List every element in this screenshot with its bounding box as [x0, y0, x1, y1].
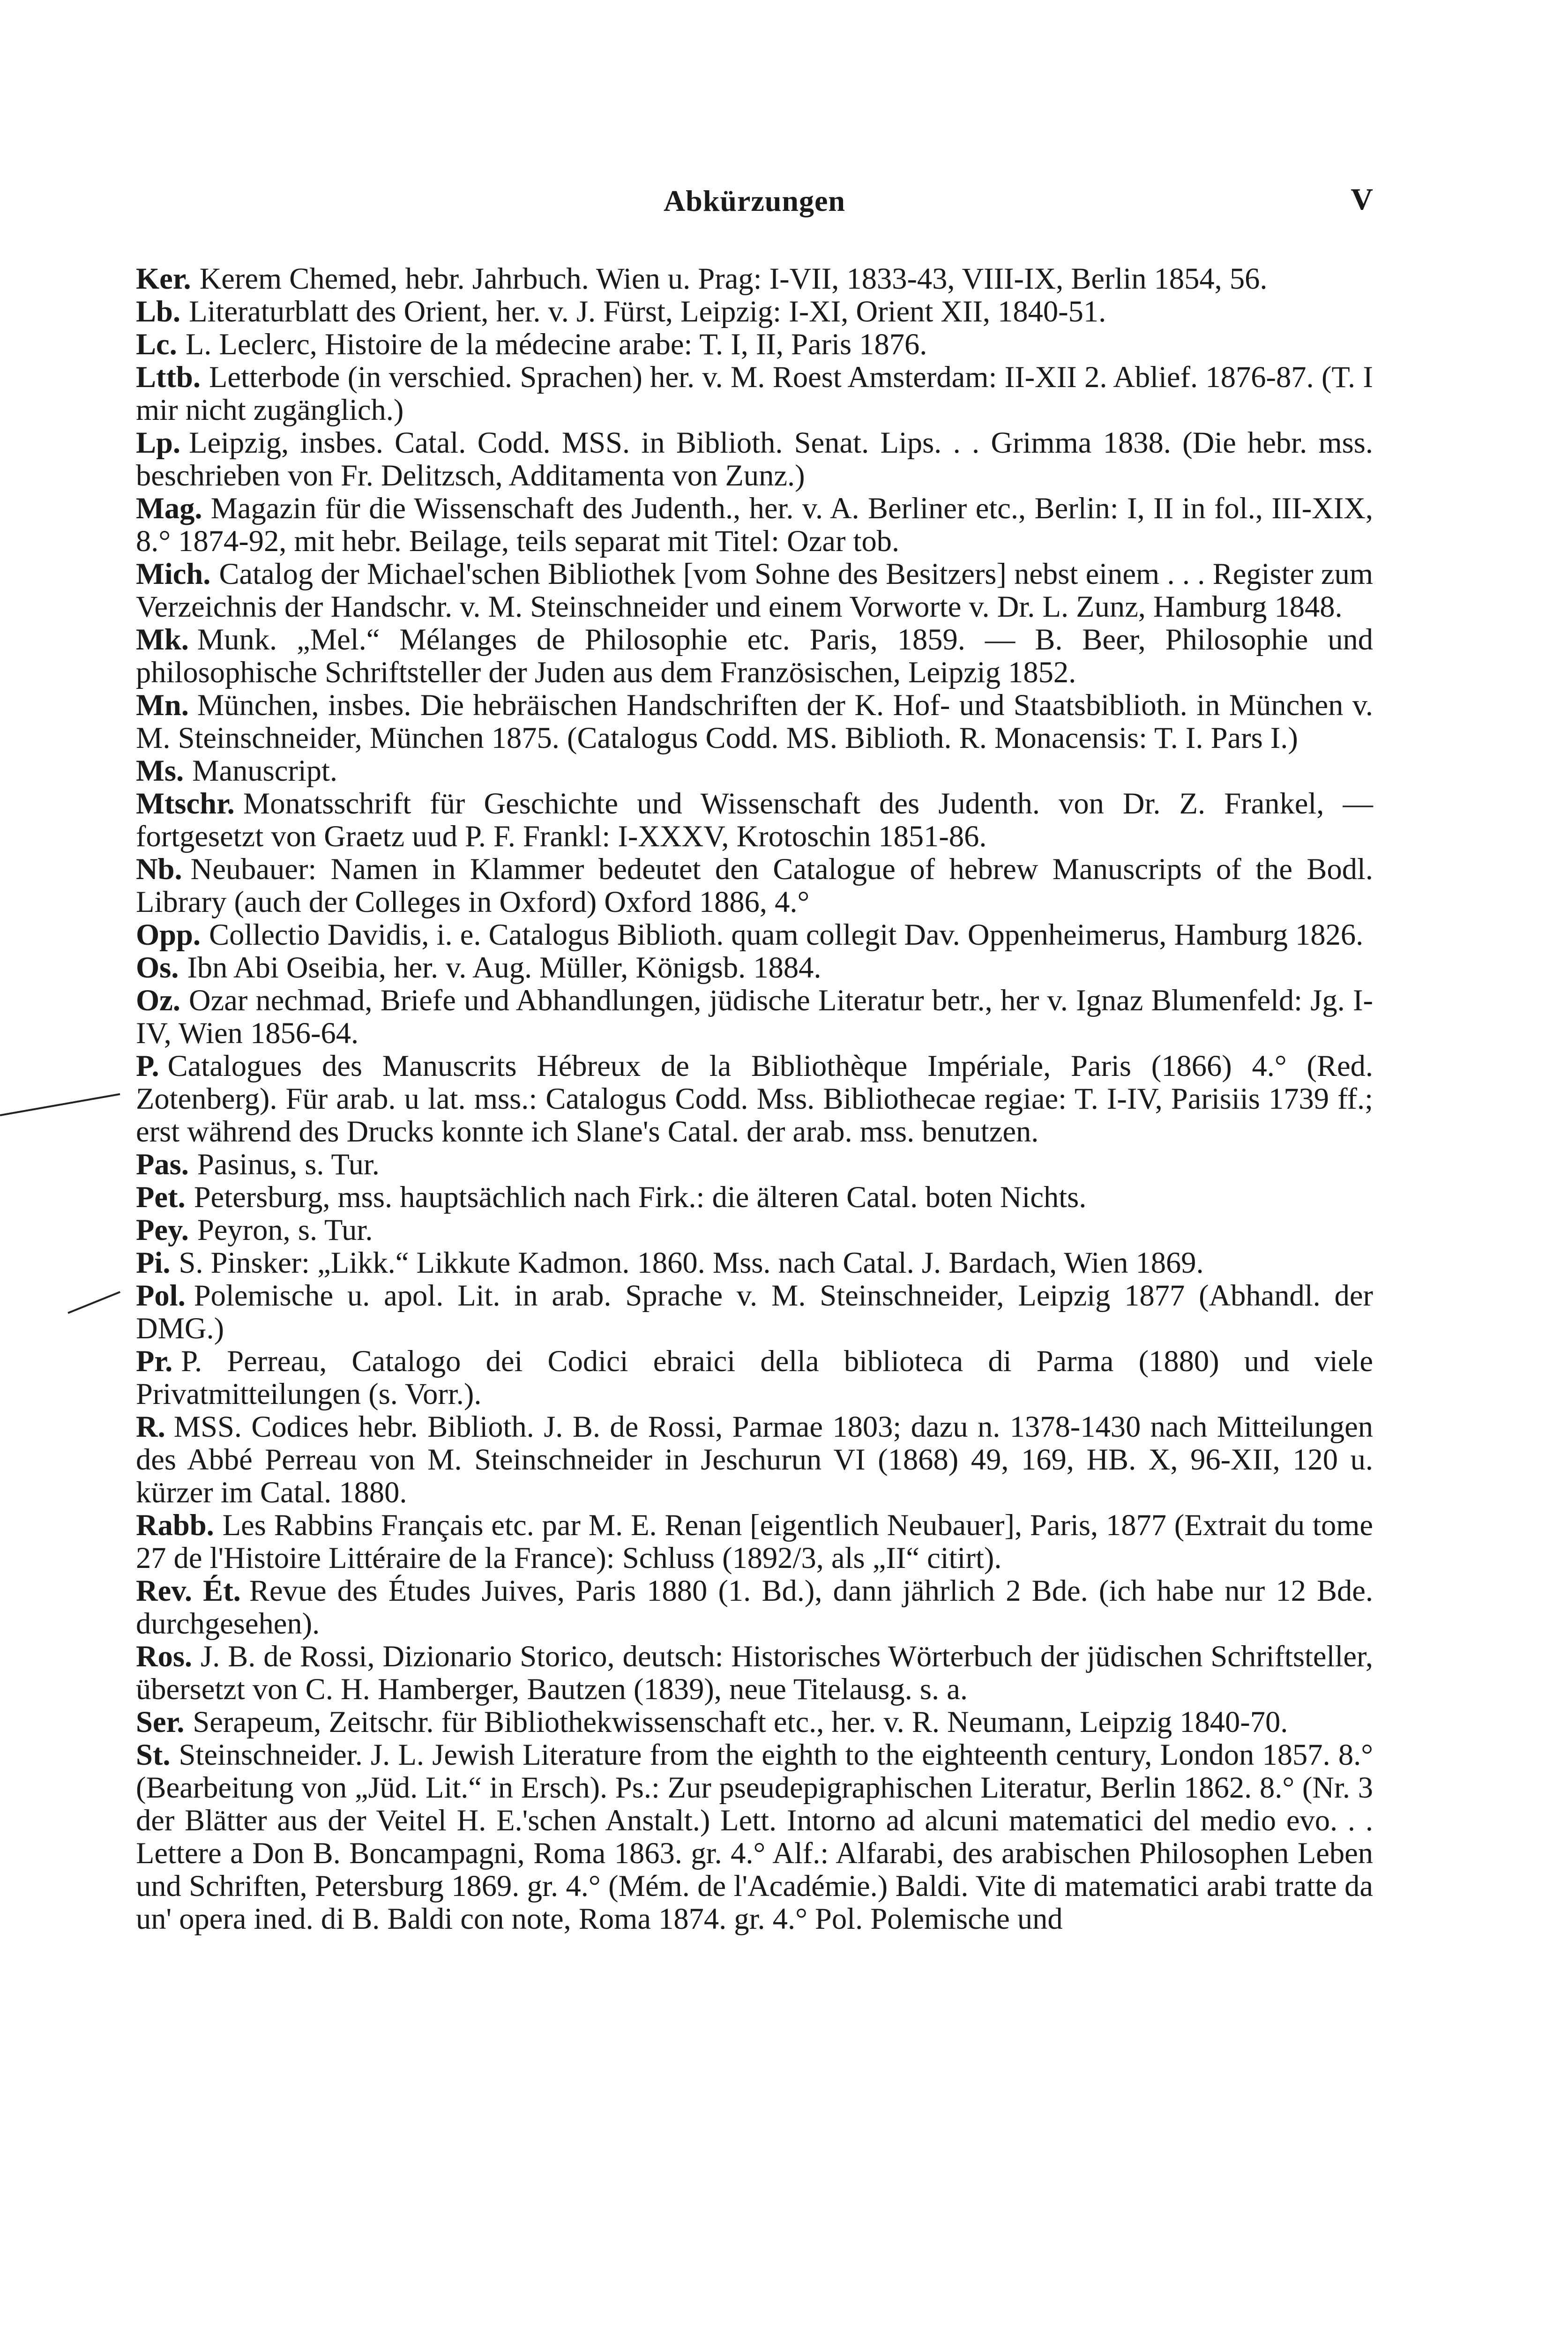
abbreviation-entry [136, 1574, 1373, 1640]
abbreviation-entry [136, 1246, 1373, 1279]
running-title: Abkürzungen [664, 184, 845, 217]
abbreviation-term: Ros. [136, 1640, 193, 1673]
abbreviation-entry [136, 984, 1373, 1050]
abbreviation-term: Lb. [136, 295, 181, 328]
abbreviation-term: Rabb. [136, 1508, 214, 1542]
abbreviation-term: Oz. [136, 984, 180, 1017]
abbreviation-term: Ker. [136, 262, 191, 295]
abbreviation-term: Mag. [136, 492, 202, 525]
abbreviation-entry [136, 623, 1373, 689]
abbreviation-definition: Petersburg, mss. hauptsächlich nach Firk.: die älteren Catal. boten Nichts. [194, 1180, 1087, 1214]
abbreviation-definition: MSS. Codices hebr. Biblioth. J. B. de Rossi, Parmae 1803; dazu n. 1378-1430 nach Mitteilungen des Abbé Perreau von M. Steinschneider in Jeschurun VI (1868) 49, 169, HB. X, 96-XII, 120 u. kürzer im Catal. 1880. [136, 1410, 1373, 1509]
abbreviation-term: St. [136, 1738, 171, 1771]
abbreviation-term: R. [136, 1410, 165, 1443]
abbreviation-entry [136, 1706, 1373, 1739]
abbreviation-definition: Ozar nechmad, Briefe und Abhandlungen, jüdische Literatur betr., her v. Ignaz Blumenfeld: Jg. I-IV, Wien 1856-64. [136, 984, 1373, 1050]
abbreviation-entry [136, 262, 1373, 295]
abbreviation-entry [136, 853, 1373, 918]
abbreviation-entry [136, 787, 1373, 853]
abbreviation-definition: Letterbode (in verschied. Sprachen) her. v. M. Roest Amsterdam: II-XII 2. Ablief. 1876-87. (T. I mir nicht zugänglich.) [136, 360, 1373, 426]
abbreviation-definition: Kerem Chemed, hebr. Jahrbuch. Wien u. Prag: I-VII, 1833-43, VIII-IX, Berlin 1854, 56. [199, 262, 1268, 295]
abbreviation-term: P. [136, 1049, 159, 1082]
abbreviation-entry [136, 492, 1373, 558]
abbreviation-definition: P. Perreau, Catalogo dei Codici ebraici della biblioteca di Parma (1880) und viele Privatmitteilungen (s. Vorr.). [136, 1344, 1373, 1410]
abbreviation-definition: Catalogues des Manuscrits Hébreux de la Bibliothèque Impériale, Paris (1866) 4.° (Red. Zotenberg). Für arab. u lat. mss.: Catalogus Codd. Mss. Bibliothecae regiae: T. I-IV, Parisiis 1739 ff.; erst während des Drucks konnte ich Slane's Catal. der arab. mss. benutzen. [136, 1049, 1373, 1148]
abbreviation-term: Opp. [136, 918, 201, 951]
abbreviation-entry [136, 918, 1373, 951]
abbreviation-definition: Neubauer: Namen in Klammer bedeutet den Catalogue of hebrew Manuscripts of the Bodl. Library (auch der Colleges in Oxford) Oxford 1886, 4.° [136, 852, 1373, 918]
abbreviation-term: Rev. Ét. [136, 1574, 241, 1607]
abbreviation-entry [136, 426, 1373, 492]
abbreviation-definition: J. B. de Rossi, Dizionario Storico, deutsch: Historisches Wörterbuch der jüdischen Schriftsteller, übersetzt von C. H. Hamberger, Bautzen (1839), neue Titelausg. s. a. [136, 1640, 1373, 1706]
abbreviation-entry [136, 754, 1373, 787]
abbreviation-entry [136, 1509, 1373, 1574]
abbreviation-entry [136, 1214, 1373, 1246]
abbreviation-definition: L. Leclerc, Histoire de la médecine arabe: T. I, II, Paris 1876. [185, 328, 927, 361]
page-header [136, 0, 1373, 262]
abbreviation-entry [136, 1148, 1373, 1181]
abbreviation-definition: Manuscript. [192, 754, 338, 787]
abbreviation-entry [136, 689, 1373, 754]
abbreviation-definition: Polemische u. apol. Lit. in arab. Sprache v. M. Steinschneider, Leipzig 1877 (Abhandl. der DMG.) [136, 1279, 1373, 1345]
abbreviation-entry [136, 1345, 1373, 1410]
abbreviation-entry [136, 328, 1373, 361]
abbreviation-term: Nb. [136, 852, 182, 886]
abbreviation-entry [136, 361, 1373, 426]
abbreviation-term: Pr. [136, 1344, 173, 1378]
abbreviation-term: Pet. [136, 1180, 186, 1214]
abbreviation-term: Mich. [136, 557, 211, 590]
abbreviation-definition: München, insbes. Die hebräischen Handschriften der K. Hof- und Staatsbiblioth. in München v. M. Steinschneider, München 1875. (Catalogus Codd. MS. Biblioth. R. Monacensis: T. I. Pars I.) [136, 688, 1373, 754]
abbreviation-definition: Collectio Davidis, i. e. Catalogus Biblioth. quam collegit Dav. Oppenheimerus, Hamburg 1826. [209, 918, 1364, 951]
abbreviation-term: Pol. [136, 1279, 186, 1312]
abbreviation-term: Lc. [136, 328, 177, 361]
abbreviation-term: Mk. [136, 623, 189, 656]
abbreviation-term: Ser. [136, 1705, 185, 1739]
page-number: V [1351, 182, 1373, 216]
abbreviation-entry [136, 951, 1373, 984]
abbreviation-term: Mtschr. [136, 787, 235, 820]
abbreviation-definition: Serapeum, Zeitschr. für Bibliothekwissenschaft etc., her. v. R. Neumann, Leipzig 1840-70. [193, 1705, 1288, 1739]
abbreviation-definition: Magazin für die Wissenschaft des Judenth., her. v. A. Berliner etc., Berlin: I, II in fol., III-XIX, 8.° 1874-92, mit hebr. Beilage, teils separat mit Titel: Ozar tob. [136, 492, 1373, 558]
abbreviation-entry [136, 1279, 1373, 1345]
abbreviation-definition: Catalog der Michael'schen Bibliothek [vom Sohne des Besitzers] nebst einem . . . Register zum Verzeichnis der Handschr. v. M. Steinschneider und einem Vorworte v. Dr. L. Zunz, Hamburg 1848. [136, 557, 1373, 623]
abbreviation-entry [136, 1739, 1373, 1935]
abbreviation-definition: Monatsschrift für Geschichte und Wissenschaft des Judenth. von Dr. Z. Frankel, — fortgesetzt von Graetz uud P. F. Frankl: I-XXXV, Krotoschin 1851-86. [136, 787, 1373, 853]
abbreviation-term: Os. [136, 951, 179, 984]
abbreviation-entry [136, 1181, 1373, 1214]
abbreviation-entry [136, 1640, 1373, 1706]
abbreviation-definition: Literaturblatt des Orient, her. v. J. Fürst, Leipzig: I-XI, Orient XII, 1840-51. [189, 295, 1106, 328]
margin-mark-nb [0, 1093, 120, 1116]
abbreviation-definition: Ibn Abi Oseibia, her. v. Aug. Müller, Königsb. 1884. [187, 951, 821, 984]
abbreviation-term: Lp. [136, 426, 181, 459]
abbreviation-definition: Steinschneider. J. L. Jewish Literature from the eighth to the eighteenth century, London 1857. 8.° (Bearbeitung von „Jüd. Lit.“ in Ersch). Ps.: Zur pseudepigraphischen Literatur, Berlin 1862. 8.° (Nr. 3 der Blätter aus der Veitel H. E.'schen Anstalt.) Lett. Intorno ad alcuni matematici del medio evo. . . Lettere a Don B. Boncampagni, Roma 1863. gr. 4.° Alf.: Alfarabi, des arabischen Philosophen Leben und Schriften, Petersburg 1869. gr. 4.° (Mém. de l'Académie.) Baldi. Vite di matematici arabi tratte da un' opera ined. di B. Baldi con note, Roma 1874. gr. 4.° Pol. Polemische und [136, 1738, 1373, 1935]
abbreviation-entry [136, 295, 1373, 328]
abbreviation-term: Pey. [136, 1213, 189, 1246]
abbreviation-term: Mn. [136, 688, 189, 722]
abbreviation-term: Pas. [136, 1148, 189, 1181]
abbreviation-definition: Revue des Études Juives, Paris 1880 (1. Bd.), dann jährlich 2 Bde. (ich habe nur 12 Bde. durchgesehen). [136, 1574, 1374, 1640]
abbreviation-definition: Pasinus, s. Tur. [197, 1148, 380, 1181]
abbreviation-definition: S. Pinsker: „Likk.“ Likkute Kadmon. 1860. Mss. nach Catal. J. Bardach, Wien 1869. [179, 1246, 1204, 1279]
abbreviation-definition: Peyron, s. Tur. [197, 1213, 373, 1246]
abbreviation-term: Pi. [136, 1246, 171, 1279]
abbreviation-definition: Munk. „Mel.“ Mélanges de Philosophie etc. Paris, 1859. — B. Beer, Philosophie und philosophische Schriftsteller der Juden aus dem Französischen, Leipzig 1852. [136, 623, 1373, 689]
abbreviation-entry [136, 1410, 1373, 1509]
page [136, 0, 1373, 1935]
abbreviation-definition: Les Rabbins Français etc. par M. E. Renan [eigentlich Neubauer], Paris, 1877 (Extrait du tome 27 de l'Histoire Littéraire de la France): Schluss (1892/3, als „II“ citirt). [136, 1508, 1373, 1574]
abbreviation-term: Lttb. [136, 360, 201, 394]
abbreviation-entry [136, 558, 1373, 623]
abbreviation-term: Ms. [136, 754, 184, 787]
abbreviation-list [136, 262, 1373, 1935]
abbreviation-entry [136, 1050, 1373, 1148]
abbreviation-definition: Leipzig, insbes. Catal. Codd. MSS. in Biblioth. Senat. Lips. . . Grimma 1838. (Die hebr. mss. beschrieben von Fr. Delitzsch, Additamenta von Zunz.) [136, 426, 1373, 492]
margin-mark-p [67, 1291, 120, 1314]
